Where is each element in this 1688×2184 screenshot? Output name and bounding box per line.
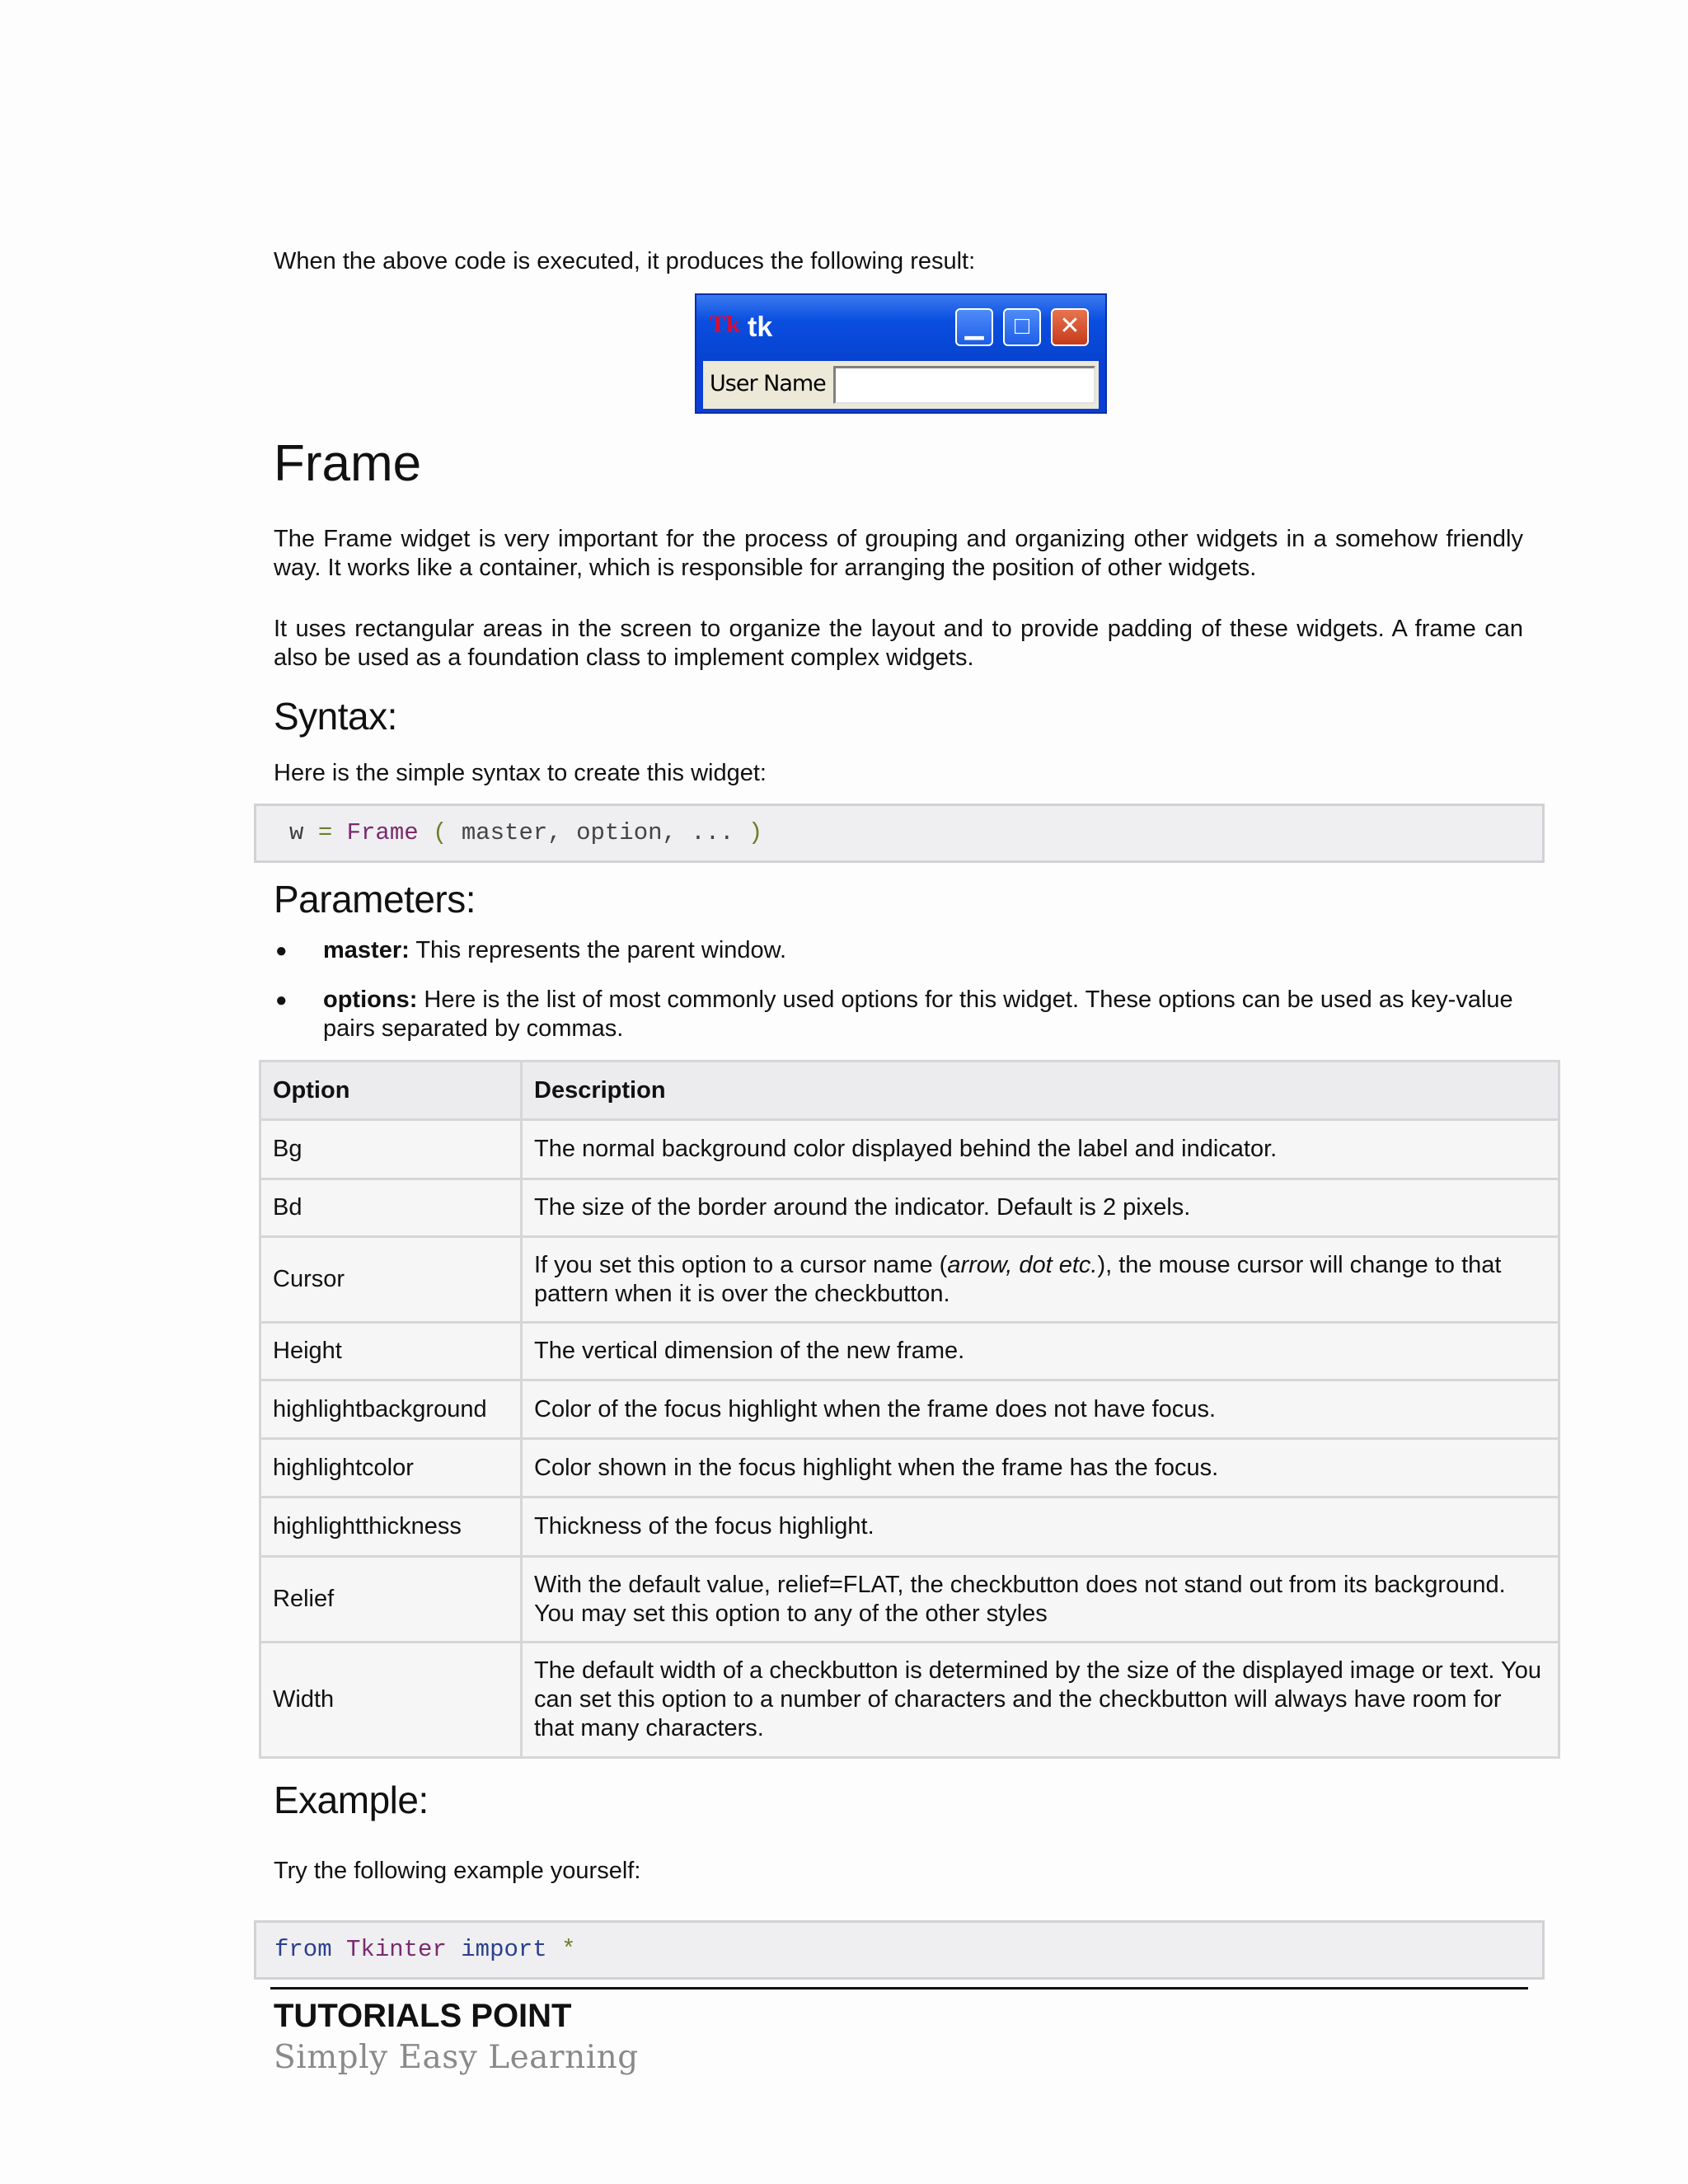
frame-description-1: The Frame widget is very important for the process of grouping and organizing other widgets in a somehow friendly way. It works like a container, which is responsible for arranging the position of other widgets.	[274, 526, 1523, 581]
column-header-description: Description	[522, 1062, 1559, 1120]
bullet-icon: ●	[275, 940, 288, 962]
description-cell: The size of the border around the indicator. Default is 2 pixels.	[522, 1179, 1559, 1237]
description-cell: The default width of a checkbutton is determined by the size of the displayed image or text. You can set this option to a number of characters and the checkbutton will always have room for that many characters.	[522, 1643, 1559, 1758]
description-cell: Color shown in the focus highlight when the frame has the focus.	[522, 1439, 1559, 1497]
code-module: Tkinter	[346, 1936, 447, 1963]
option-cell: Height	[260, 1323, 522, 1380]
table-row	[260, 1120, 1559, 1179]
code-star: *	[561, 1936, 576, 1963]
close-icon: ✕	[1051, 308, 1089, 346]
option-cell: highlightthickness	[260, 1497, 522, 1557]
maximize-icon: □	[1003, 308, 1041, 346]
syntax-heading: Syntax:	[274, 695, 397, 738]
table-row	[260, 1237, 1559, 1323]
table-row	[260, 1643, 1559, 1758]
option-cell: Bd	[260, 1179, 522, 1237]
table-row	[260, 1497, 1559, 1557]
code-import-keyword: import	[461, 1936, 547, 1963]
tk-window-screenshot	[695, 293, 1107, 414]
frame-description-2: It uses rectangular areas in the screen to organize the layout and to provide padding of these widgets. A frame can also be used as a foundation class to implement complex widgets.	[274, 616, 1523, 671]
option-cell: Bg	[260, 1120, 522, 1179]
option-cell: Cursor	[260, 1237, 522, 1323]
table-row	[260, 1323, 1559, 1380]
table-header-row	[260, 1062, 1559, 1120]
tk-logo-icon: Tk	[710, 313, 741, 338]
code-class: Frame	[346, 819, 419, 846]
user-name-entry	[833, 366, 1095, 404]
tk-titlebar	[696, 295, 1105, 359]
syntax-text: Here is the simple syntax to create this widget:	[274, 760, 767, 786]
section-title: Frame	[274, 435, 422, 492]
description-emphasis: arrow, dot etc.	[947, 1251, 1098, 1278]
footer-divider	[270, 1987, 1528, 1990]
user-name-label: User Name	[710, 371, 826, 396]
description-cell: The normal background color displayed behind the label and indicator.	[522, 1120, 1559, 1179]
description-text: If you set this option to a cursor name (	[534, 1251, 948, 1278]
parameter-text: Here is the list of most commonly used options for this widget. These options can be used as key-value pairs separated by commas.	[323, 987, 1513, 1042]
table-row	[260, 1380, 1559, 1439]
parameter-item	[323, 936, 1526, 965]
parameter-text: This represents the parent window.	[415, 937, 787, 963]
minimize-icon: ▁	[955, 308, 993, 346]
option-cell: Width	[260, 1643, 522, 1758]
code-var: w	[289, 819, 304, 846]
description-cell	[522, 1237, 1559, 1323]
parameter-term: master:	[323, 937, 410, 963]
parameter-item	[323, 986, 1526, 1043]
code-args: master, option, ...	[461, 819, 734, 846]
option-cell: highlightbackground	[260, 1380, 522, 1439]
code-from-keyword: from	[274, 1936, 332, 1963]
description-text: ), the mouse cursor will change to that pattern when it is over the checkbutton.	[534, 1251, 1502, 1307]
example-text: Try the following example yourself:	[274, 1858, 641, 1884]
description-cell: With the default value, relief=FLAT, the checkbutton does not stand out from its background. You may set this option to any of the other styles	[522, 1557, 1559, 1643]
bullet-icon: ●	[275, 989, 288, 1011]
example-heading: Example:	[274, 1779, 429, 1821]
tk-window-body	[703, 361, 1099, 409]
table-row	[260, 1557, 1559, 1643]
footer-brand: TUTORIALS POINT	[274, 1998, 572, 2034]
footer-tagline: Simply Easy Learning	[274, 2039, 639, 2076]
code-eq: =	[317, 819, 333, 846]
column-header-option: Option	[260, 1062, 522, 1120]
intro-text: When the above code is executed, it produces the following result:	[274, 248, 976, 274]
code-close-paren: )	[748, 819, 763, 846]
option-cell: highlightcolor	[260, 1439, 522, 1497]
description-cell: Thickness of the focus highlight.	[522, 1497, 1559, 1557]
parameters-heading: Parameters:	[274, 878, 476, 921]
parameter-term: options:	[323, 987, 418, 1013]
option-cell: Relief	[260, 1557, 522, 1643]
syntax-code-block	[254, 804, 1545, 863]
options-table	[259, 1060, 1560, 1759]
description-cell: The vertical dimension of the new frame.	[522, 1323, 1559, 1380]
tk-window-title: tk	[748, 312, 773, 343]
description-cell: Color of the focus highlight when the frame does not have focus.	[522, 1380, 1559, 1439]
table-row	[260, 1179, 1559, 1237]
example-code-block	[254, 1920, 1545, 1980]
code-open-paren: (	[433, 819, 448, 846]
table-row	[260, 1439, 1559, 1497]
